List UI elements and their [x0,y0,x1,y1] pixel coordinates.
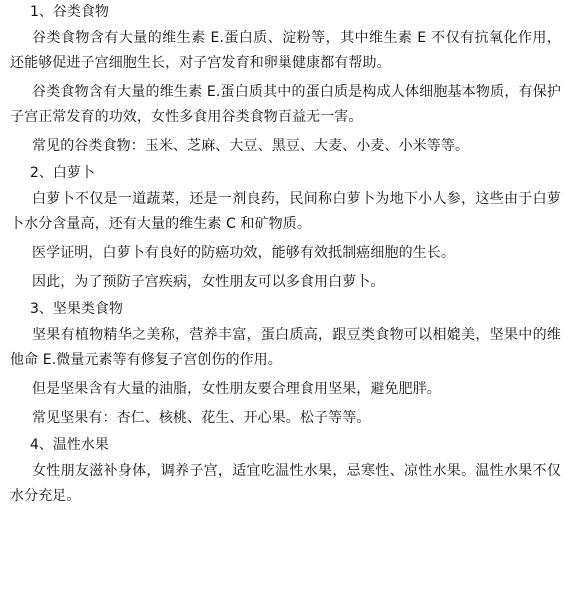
section-heading: 1、谷类食物 [30,4,109,20]
paragraph: 常见坚果有：杏仁、核桃、花生、开心果。松子等等。 [32,410,371,426]
paragraph: 女性朋友滋补身体，调养子宫，适宜吃温性水果，忌寒性、凉性水果。温性水果不仅水分充足。 [10,463,561,504]
paragraph: 白萝卜不仅是一道蔬菜，还是一剂良药，民间称白萝卜为地下小人参，这些由于白萝卜水分含量高，还有大量的维生素 C 和矿物质。 [10,191,561,232]
section-heading: 2、白萝卜 [30,165,95,181]
paragraph: 但是坚果含有大量的油脂，女性朋友要合理食用坚果，避免肥胖。 [32,381,441,397]
paragraph: 因此，为了预防子宫疾病，女性朋友可以多食用白萝卜。 [32,274,385,290]
paragraph: 坚果有植物精华之美称，营养丰富，蛋白质高，跟豆类食物可以相媲美，坚果中的维他命 E.微量元素等有修复子宫创伤的作用。 [10,327,561,368]
section-grains [10,2,561,159]
section-heading: 3、坚果类食物 [30,301,123,317]
section-heading: 4、温性水果 [30,437,109,453]
paragraph: 常见的谷类食物：玉米、芝麻、大豆、黑豆、大麦、小麦、小米等等。 [32,138,470,154]
paragraph: 谷类食物含有大量的维生素 E.蛋白质、淀粉等，其中维生素 E 不仅有抗氧化作用，还能够促进子宫细胞生长，对子宫发育和卵巢健康都有帮助。 [10,30,561,71]
section-warm-fruits [10,435,561,509]
section-white-radish [10,163,561,295]
paragraph: 谷类食物含有大量的维生素 E.蛋白质其中的蛋白质是构成人体细胞基本物质，有保护子宫正常发育的功效，女性多食用谷类食物百益无一害。 [10,84,561,125]
paragraph: 医学证明，白萝卜有良好的防癌功效，能够有效抵制癌细胞的生长。 [32,245,455,261]
section-nuts [10,299,561,431]
